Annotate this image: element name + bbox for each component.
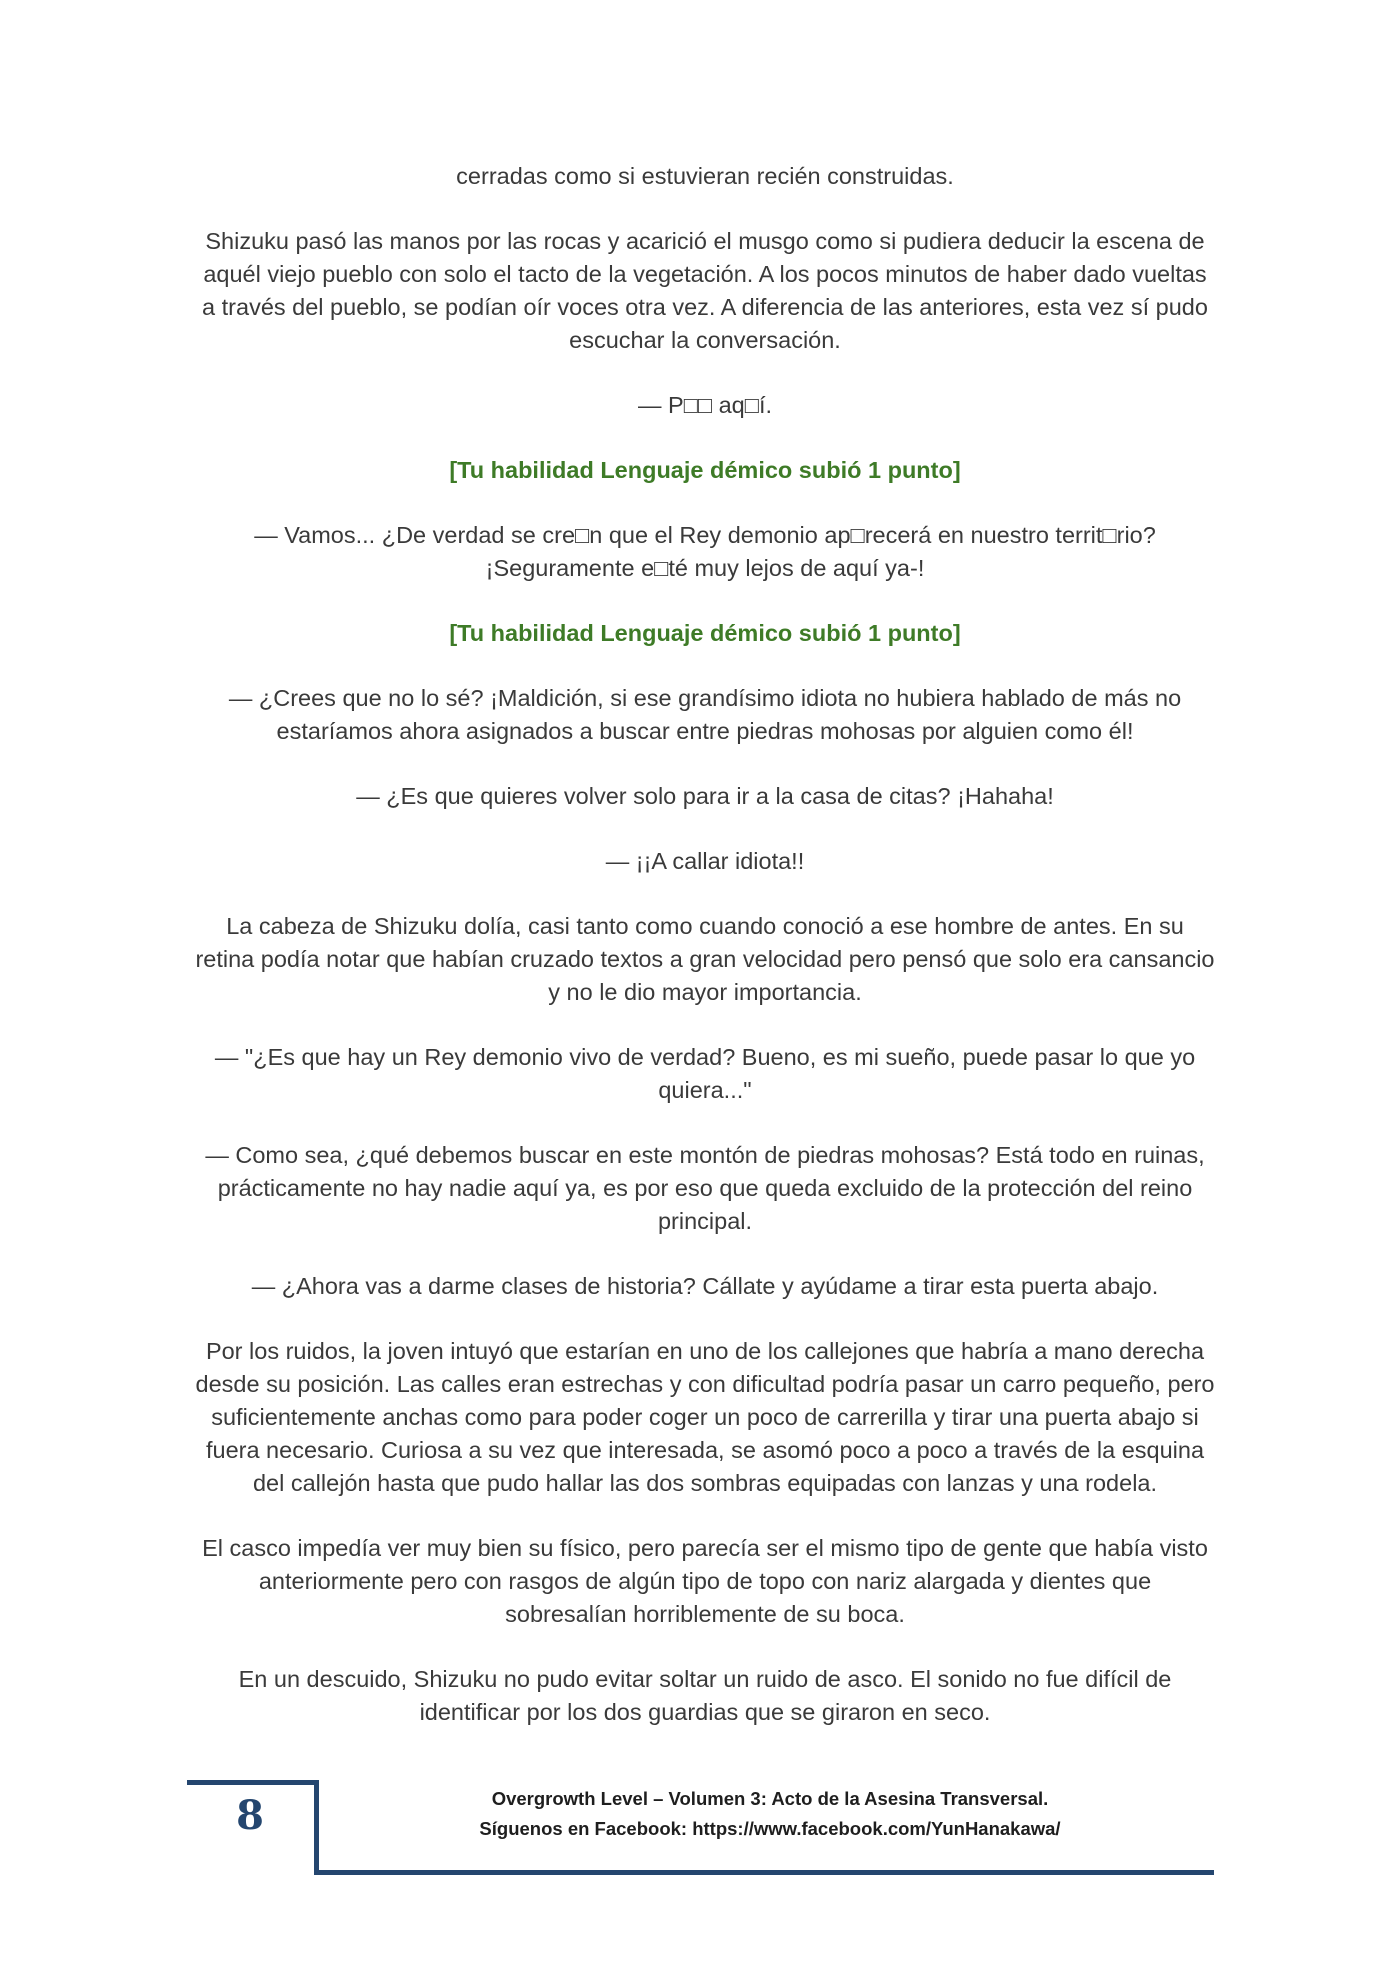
footer-text	[330, 1784, 1210, 1844]
footer-rule-vertical	[314, 1780, 319, 1875]
paragraph-1: cerradas como si estuvieran recién construidas.	[456, 163, 954, 189]
dialogue-line: — P□□ aq□í.	[637, 392, 772, 418]
page-number: 8	[236, 1792, 264, 1839]
dialogue-line: — Como sea, ¿qué debemos buscar en este montón de piedras mohosas? Está todo en ruinas, prácticamente no hay nadie aquí ya, es por eso que queda excluido de la protección del reino principal.	[205, 1142, 1205, 1234]
paragraph-narration: La cabeza de Shizuku dolía, casi tanto como cuando conoció a ese hombre de antes. En su retina podía notar que habían cruzado textos a gran velocidad pero pensó que solo era cansancio y no le dio mayor importancia.	[195, 913, 1215, 1005]
footer-facebook-link[interactable]: Síguenos en Facebook: https://www.facebook.com/YunHanakawa/	[479, 1818, 1061, 1839]
paragraph-narration: El casco impedía ver muy bien su físico, pero parecía ser el mismo tipo de gente que había visto anteriormente pero con rasgos de algún tipo de topo con nariz alargada y dientes que sobresalían horriblemente de su boca.	[202, 1535, 1208, 1627]
paragraph-narration: En un descuido, Shizuku no pudo evitar soltar un ruido de asco. El sonido no fue difícil de identificar por los dos guardias que se giraron en seco.	[238, 1666, 1172, 1725]
paragraph-2: Shizuku pasó las manos por las rocas y acarició el musgo como si pudiera deducir la escena de aquél viejo pueblo con solo el tacto de la vegetación. A los pocos minutos de haber dado vueltas a través del pueblo, se podían oír voces otra vez. A diferencia de las anteriores, esta vez sí pudo escuchar la conversación.	[202, 228, 1208, 353]
dialogue-line: — "¿Es que hay un Rey demonio vivo de verdad? Bueno, es mi sueño, puede pasar lo que yo quiera..."	[214, 1044, 1196, 1103]
dialogue-line: — Vamos... ¿De verdad se cre□n que el Rey demonio ap□recerá en nuestro territ□rio? ¡Seguramente e□té muy lejos de aquí ya-!	[254, 522, 1156, 581]
dialogue-line: — ¿Ahora vas a darme clases de historia? Cállate y ayúdame a tirar esta puerta abajo.	[251, 1273, 1159, 1299]
footer-book-title: Overgrowth Level – Volumen 3: Acto de la Asesina Transversal.	[491, 1788, 1049, 1809]
footer-rule-top	[187, 1780, 317, 1785]
paragraph-narration: Por los ruidos, la joven intuyó que estarían en uno de los callejones que habría a mano derecha desde su posición. Las calles eran estrechas y con dificultad podría pasar un carro pequeño, pero suficientemente anchas como para poder coger un poco de carrerilla y tirar una puerta abajo si fuera necesario. Curiosa a su vez que interesada, se asomó poco a poco a través de la esquina del callejón hasta que pudo hallar las dos sombras equipadas con lanzas y una rodela.	[195, 1338, 1215, 1496]
dialogue-line: — ¡¡A callar idiota!!	[605, 848, 805, 874]
dialogue-line: — ¿Crees que no lo sé? ¡Maldición, si ese grandísimo idiota no hubiera hablado de más no estaríamos ahora asignados a buscar entre piedras mohosas por alguien como él!	[228, 685, 1182, 744]
page-body	[195, 160, 1215, 1761]
dialogue-line: — ¿Es que quieres volver solo para ir a la casa de citas? ¡Hahaha!	[356, 783, 1054, 809]
system-message: [Tu habilidad Lenguaje démico subió 1 punto]	[449, 620, 961, 646]
system-message: [Tu habilidad Lenguaje démico subió 1 punto]	[449, 457, 961, 483]
footer-rule-bottom	[314, 1870, 1214, 1875]
